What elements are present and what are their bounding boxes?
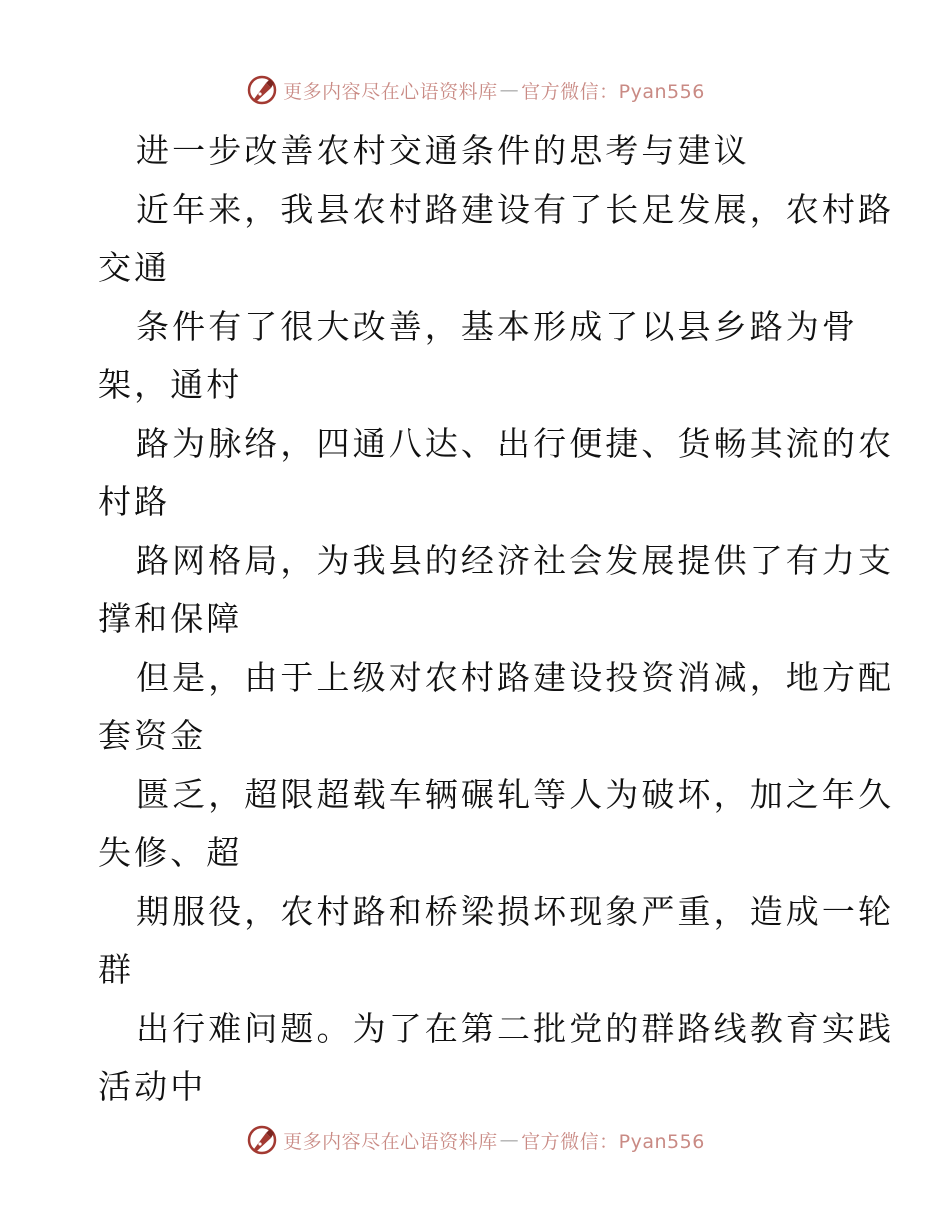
text-line: 套资金	[98, 716, 207, 755]
document-body	[98, 122, 895, 1117]
text-line: 路为脉络，四通八达、出行便捷、货畅其流的农	[136, 423, 895, 463]
text-line: 近年来，我县农村路建设有了长足发展，农村路	[136, 189, 895, 229]
watermark-account: 官方微信：Pyan556	[521, 80, 705, 103]
text-line: 撑和保障	[98, 599, 243, 638]
text-line: 期服役，农村路和桥梁损坏现象严重，造成一轮	[136, 891, 895, 931]
text-line: 路网格局，为我县的经济社会发展提供了有力支	[136, 540, 895, 580]
document-title: 进一步改善农村交通条件的思考与建议	[136, 131, 750, 170]
text-line: 村路	[98, 482, 171, 521]
watermark-text: 更多内容尽在心语资料库	[283, 80, 498, 103]
pen-nib-logo-icon	[245, 73, 279, 107]
text-line: 活动中	[98, 1067, 207, 1106]
text-line: 群	[98, 950, 135, 989]
text-line: 但是，由于上级对农村路建设投资消减，地方配	[136, 657, 895, 697]
pen-nib-logo-icon	[245, 1123, 279, 1157]
text-line: 出行难问题。为了在第二批党的群路线教育实践	[136, 1008, 895, 1048]
text-line: 失修、超	[98, 833, 243, 872]
watermark-text: 更多内容尽在心语资料库	[283, 1130, 498, 1153]
text-line: 架，通村	[98, 365, 243, 404]
watermark-separator: —	[499, 1129, 520, 1151]
header-watermark	[0, 70, 950, 110]
text-line: 匮乏，超限超载车辆碾轧等人为破坏，加之年久	[136, 774, 895, 814]
watermark-separator: —	[499, 79, 520, 101]
text-line: 条件有了很大改善，基本形成了以县乡路为骨	[136, 306, 858, 346]
watermark-account: 官方微信：Pyan556	[521, 1130, 705, 1153]
footer-watermark	[0, 1120, 950, 1160]
text-line: 交通	[98, 248, 171, 287]
